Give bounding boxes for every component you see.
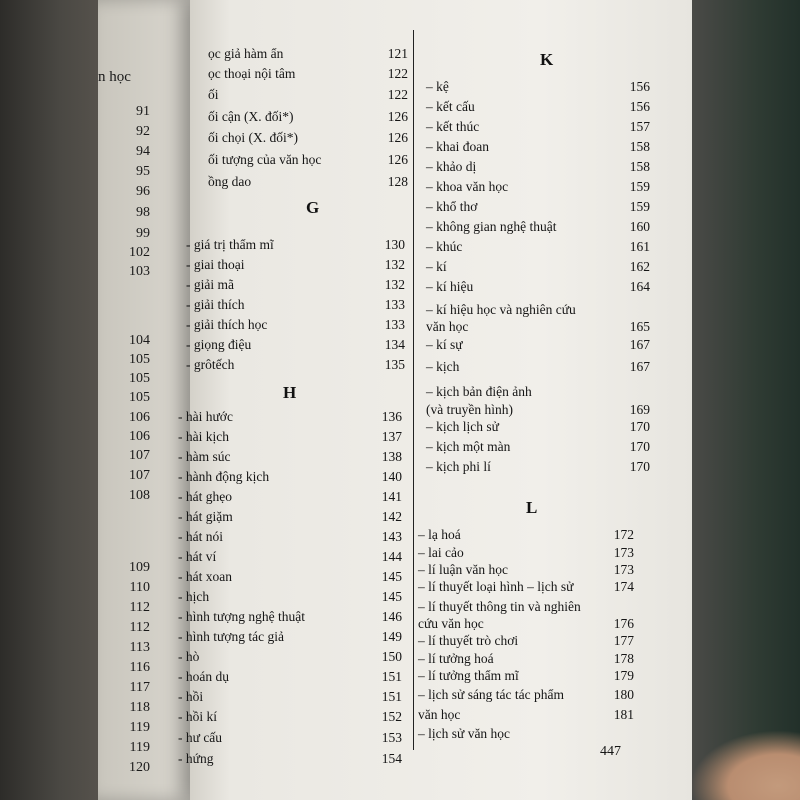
index-entry: - hài hước [178, 409, 233, 424]
index-entry: - hài kịch [178, 429, 229, 444]
index-entry: cứu văn học [418, 616, 484, 631]
index-entry: – lí tưởng hoá [418, 651, 494, 666]
index-page [178, 0, 692, 800]
prev-page-number: 118 [129, 700, 150, 715]
index-entry: - hứng [178, 751, 214, 766]
index-entry: ọc giả hàm ẩn [208, 46, 284, 61]
index-entry: – kịch [426, 359, 460, 374]
section-letter-k: K [540, 50, 554, 69]
section-letter-l: L [526, 498, 538, 517]
index-entry: – lịch sử sáng tác tác phẩm [418, 687, 565, 702]
index-entry: – kí sự [426, 337, 463, 352]
index-entry-page: 156 [629, 99, 650, 114]
prev-page-number: 96 [136, 184, 150, 199]
index-entry-page: 159 [629, 199, 650, 214]
prev-page-number: 92 [136, 124, 150, 139]
index-entry: – kịch lịch sử [426, 419, 499, 434]
index-entry-page: 149 [381, 629, 402, 644]
index-entry-page: 162 [629, 259, 650, 274]
index-entry: – kịch một màn [426, 439, 511, 454]
index-entry-page: 135 [384, 357, 405, 372]
index-entry: - hành động kịch [178, 469, 270, 484]
index-entry-page: 159 [629, 179, 650, 194]
index-entry: – kết thúc [426, 119, 480, 134]
prev-page-number: 91 [136, 104, 150, 119]
index-entry-page: 132 [384, 277, 405, 292]
column-divider [413, 30, 414, 750]
index-entry-page: 126 [387, 152, 408, 167]
index-entry: – lí thuyết loại hình – lịch sử [418, 579, 574, 594]
index-entry: - giải mã [186, 277, 234, 292]
index-entry: – khúc [426, 239, 463, 254]
prev-page-number: 106 [129, 429, 150, 444]
index-entry-page: 132 [384, 257, 405, 272]
index-entry: (và truyền hình) [426, 402, 513, 417]
index-entry: - giọng điệu [186, 337, 252, 352]
index-entry: – lí luận văn học [418, 562, 508, 577]
prev-page-number: 105 [129, 390, 150, 405]
index-entry-page: 169 [629, 402, 650, 417]
index-entry: – kết cấu [426, 99, 475, 114]
index-entry-page: 153 [381, 730, 402, 745]
index-entry-page: 161 [629, 239, 650, 254]
prev-page-number: 110 [129, 580, 150, 595]
prev-page-number: 120 [129, 760, 150, 775]
index-entry-page: 143 [381, 529, 402, 544]
prev-page-number: 98 [136, 205, 150, 220]
index-entry-page: 140 [381, 469, 402, 484]
prev-page-number: 112 [129, 620, 150, 635]
index-entry: - giải thích học [186, 317, 268, 332]
index-entry: - hoán dụ [178, 669, 229, 684]
index-entry: - hồi [178, 689, 204, 704]
index-entry: – lai cảo [418, 545, 464, 560]
index-entry-page: 133 [384, 317, 405, 332]
index-entry-page: 152 [381, 709, 402, 724]
prev-page-number: 104 [129, 333, 150, 348]
index-entry-page: 173 [613, 562, 634, 577]
index-entry: ối chọi (X. đối*) [208, 130, 298, 145]
section-letter-g: G [306, 198, 320, 217]
index-entry-page: 160 [629, 219, 650, 234]
index-entry: – kí hiệu [426, 279, 474, 294]
index-entry: – lí tưởng thẩm mĩ [418, 668, 519, 683]
index-entry: – khoa văn học [426, 179, 509, 194]
index-entry-page: 154 [381, 751, 402, 766]
prev-page-number: 99 [136, 226, 150, 241]
prev-page-number: 112 [129, 600, 150, 615]
index-entry: - hát xoan [178, 569, 232, 584]
index-entry-page: 177 [613, 633, 634, 648]
index-entry: - hình tượng tác giả [178, 629, 284, 644]
index-entry: – lạ hoá [418, 527, 461, 542]
index-entry-page: 146 [381, 609, 402, 624]
index-entry: – kí [426, 259, 447, 274]
index-entry-page: 145 [381, 569, 402, 584]
index-entry: ối tượng của văn học [208, 152, 322, 167]
index-entry: ọc thoại nội tâm [208, 66, 296, 81]
index-entry-page: 144 [381, 549, 402, 564]
prev-page-number: 95 [136, 164, 150, 179]
index-entry-page: 176 [613, 616, 634, 631]
index-entry-page: 137 [381, 429, 402, 444]
index-entry-page: 130 [384, 237, 405, 252]
index-entry-page: 150 [381, 649, 402, 664]
index-entry: - hồi kí [178, 709, 217, 724]
index-entry-page: 170 [629, 439, 650, 454]
index-entry: - hàm súc [178, 449, 231, 464]
index-entry: – khảo dị [426, 159, 477, 174]
index-entry: - hịch [178, 589, 210, 604]
index-entry-page: 157 [629, 119, 650, 134]
index-entry: – kịch phi lí [426, 459, 491, 474]
index-entry: - grôtếch [186, 357, 235, 372]
prev-page-number: 94 [136, 144, 150, 159]
index-entry-page: 158 [629, 159, 650, 174]
index-entry: - hát ví [178, 549, 217, 564]
index-entry-page: 141 [381, 489, 402, 504]
prev-page-number: 107 [129, 468, 150, 483]
prev-page-number: 105 [129, 352, 150, 367]
index-entry-page: 173 [613, 545, 634, 560]
index-entry-page: 179 [613, 668, 634, 683]
index-entry-page: 158 [629, 139, 650, 154]
index-entry-page: 181 [613, 707, 634, 722]
index-entry: - hò [178, 649, 200, 664]
prev-page-number: 117 [129, 680, 150, 695]
index-entry: – lịch sử văn học [418, 726, 511, 741]
index-entry: ối cận (X. đối*) [208, 109, 294, 124]
prev-page-number: 102 [129, 245, 150, 260]
index-entry-page: 138 [381, 449, 402, 464]
index-entry: - hát nói [178, 529, 223, 544]
index-entry: - hát ghẹo [178, 489, 232, 504]
index-entry-page: 151 [381, 669, 402, 684]
index-entry: - giai thoại [186, 257, 245, 272]
index-entry-page: 122 [387, 87, 408, 102]
index-entry-page: 180 [613, 687, 634, 702]
index-entry: ối [208, 87, 219, 102]
previous-page-numbers [98, 0, 150, 800]
index-entry-page: 174 [613, 579, 634, 594]
index-entry: - giá trị thẩm mĩ [186, 237, 274, 252]
prev-page-number: 119 [129, 720, 150, 735]
index-entry: - hát giặm [178, 509, 233, 524]
index-entry-page: 167 [629, 337, 650, 352]
prev-page-number: 108 [129, 488, 150, 503]
page-number: 447 [600, 744, 621, 759]
prev-page-number: 103 [129, 264, 150, 279]
index-entry-page: 133 [384, 297, 405, 312]
prev-page-header-fragment: n học [98, 69, 131, 85]
index-entry-page: 121 [387, 46, 408, 61]
section-letter-h: H [283, 383, 297, 402]
index-entry: - hư cấu [178, 730, 223, 745]
index-entry: – kệ [426, 79, 449, 94]
index-entry-page: 134 [384, 337, 405, 352]
thumb [690, 730, 800, 800]
index-entry: – khổ thơ [426, 199, 478, 214]
index-entry: văn học [426, 319, 469, 334]
index-entry: – lí thuyết thông tin và nghiên [418, 599, 581, 614]
index-entry-page: 126 [387, 109, 408, 124]
index-entry-page: 167 [629, 359, 650, 374]
index-entry-page: 122 [387, 66, 408, 81]
prev-page-number: 119 [129, 740, 150, 755]
index-entry: – lí thuyết trò chơi [418, 633, 519, 648]
index-entry-page: 170 [629, 459, 650, 474]
index-entry: ồng dao [208, 174, 252, 189]
index-entry: – kí hiệu học và nghiên cứu [426, 302, 576, 317]
index-entry-page: 142 [381, 509, 402, 524]
prev-page-number: 109 [129, 560, 150, 575]
index-entry-page: 178 [613, 651, 634, 666]
index-entry-page: 172 [613, 527, 634, 542]
index-entry: – khai đoan [426, 139, 489, 154]
index-entry: – kịch bản điện ảnh [426, 384, 532, 399]
background-right [692, 0, 800, 800]
index-entry-page: 145 [381, 589, 402, 604]
index-entry-page: 165 [629, 319, 650, 334]
index-entry-page: 136 [381, 409, 402, 424]
index-entry: - hình tượng nghệ thuật [178, 609, 305, 624]
prev-page-number: 107 [129, 448, 150, 463]
prev-page-number: 113 [129, 640, 150, 655]
prev-page-number: 105 [129, 371, 150, 386]
index-entry: văn học [418, 707, 461, 722]
index-entry: – không gian nghệ thuật [426, 219, 557, 234]
index-entry-page: 128 [387, 174, 408, 189]
index-entry-page: 164 [629, 279, 650, 294]
index-entry-page: 126 [387, 130, 408, 145]
index-entry-page: 156 [629, 79, 650, 94]
prev-page-number: 116 [129, 660, 150, 675]
index-entry-page: 151 [381, 689, 402, 704]
prev-page-number: 106 [129, 410, 150, 425]
index-entry: - giải thích [186, 297, 245, 312]
index-entry-page: 170 [629, 419, 650, 434]
